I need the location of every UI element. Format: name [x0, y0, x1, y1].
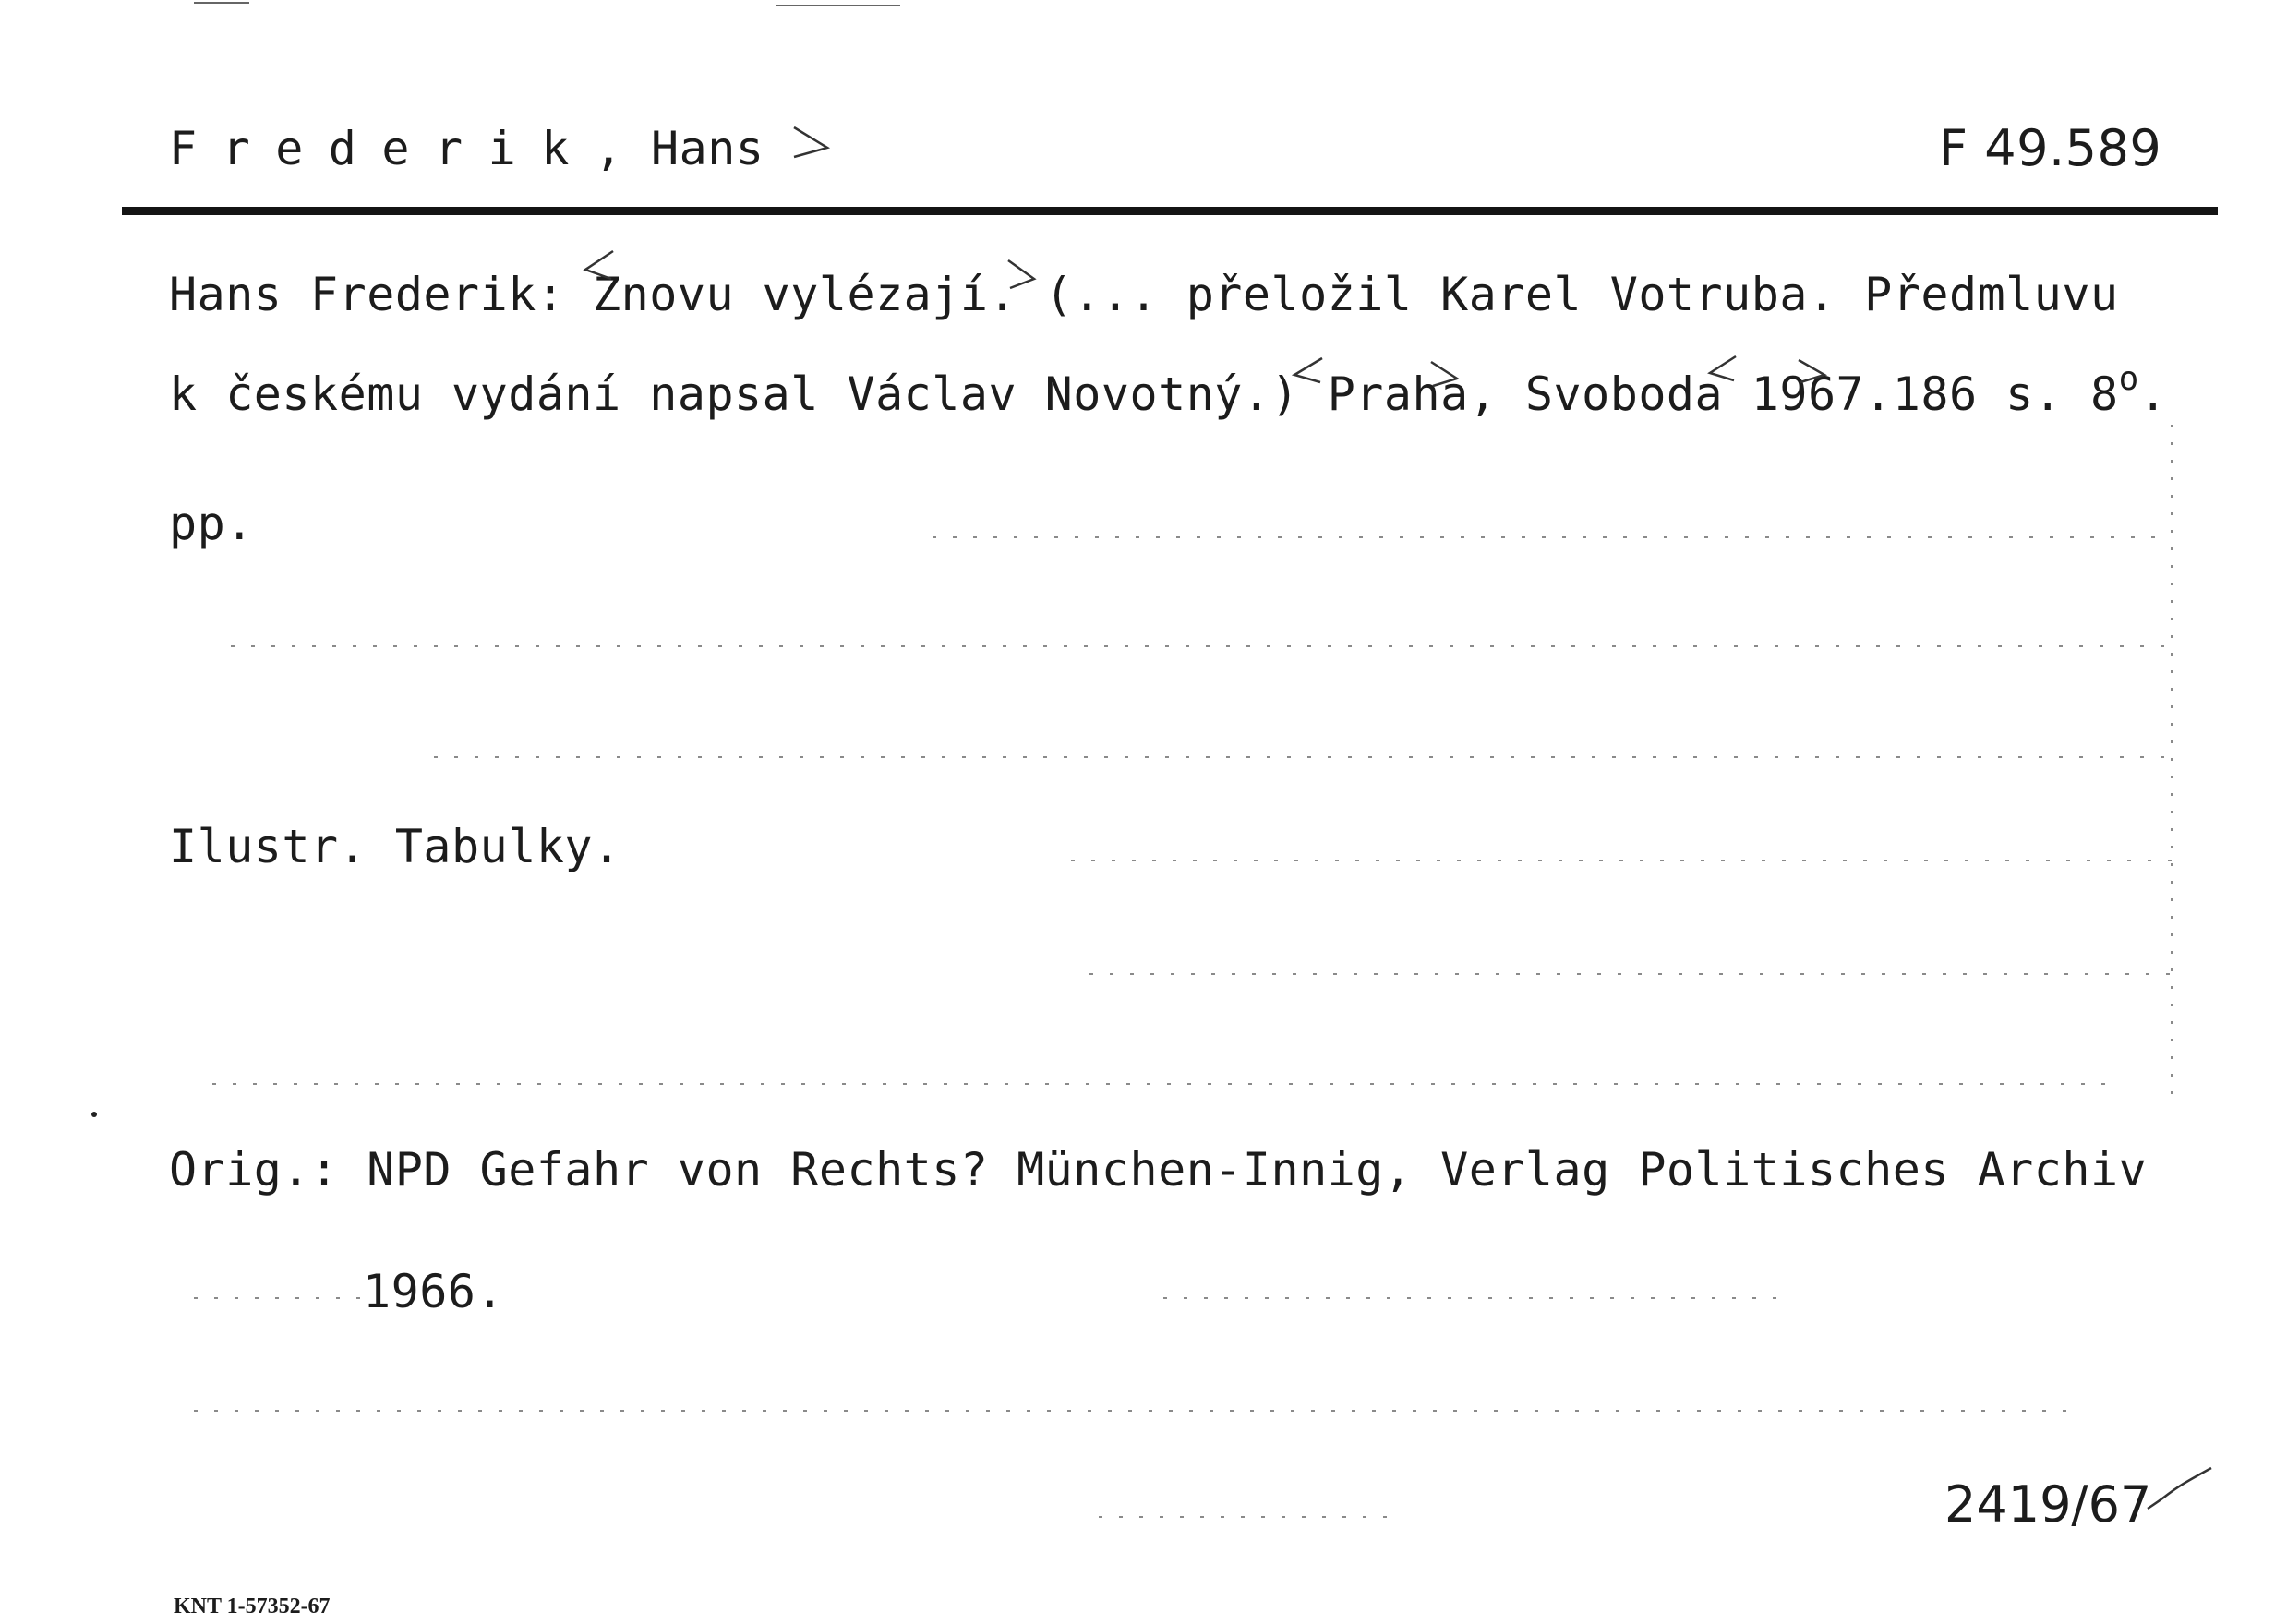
- printer-imprint: KNT 1-57352-67: [174, 1594, 331, 1618]
- entry-line-1: Hans Frederik: Znovu vylézají. (... přeložil Karel Votruba. Předmluvu: [169, 268, 2119, 321]
- bracket-mark: [794, 127, 827, 157]
- accession-flourish: [2148, 1468, 2211, 1509]
- author-surname: Frederik: [169, 122, 595, 175]
- entry-line-2-end: .: [2138, 367, 2168, 421]
- heading-rule: [122, 207, 2218, 215]
- ink-speck: [194, 3, 900, 6]
- ink-speck: [91, 1112, 97, 1117]
- original-title-line-2: 1966.: [363, 1265, 505, 1318]
- heading-author: [169, 121, 764, 176]
- faint-guide-dots: [194, 537, 2179, 1517]
- call-number: F 49.589: [1939, 119, 2162, 177]
- entry-line-2: [169, 360, 2168, 427]
- illustrations-note: Ilustr. Tabulky.: [169, 820, 621, 873]
- format-superscript: o: [2118, 360, 2139, 398]
- original-title-line-1: Orig.: NPD Gefahr von Rechts? München-Innig, Verlag Politisches Archiv: [169, 1143, 2148, 1197]
- author-forename: , Hans: [594, 122, 764, 175]
- entry-line-3: pp.: [169, 497, 254, 550]
- entry-line-2-main: k českému vydání napsal Václav Novotný.) Praha, Svoboda 1967.186 s. 8: [169, 367, 2119, 421]
- accession-number: 2419/67: [1944, 1475, 2152, 1534]
